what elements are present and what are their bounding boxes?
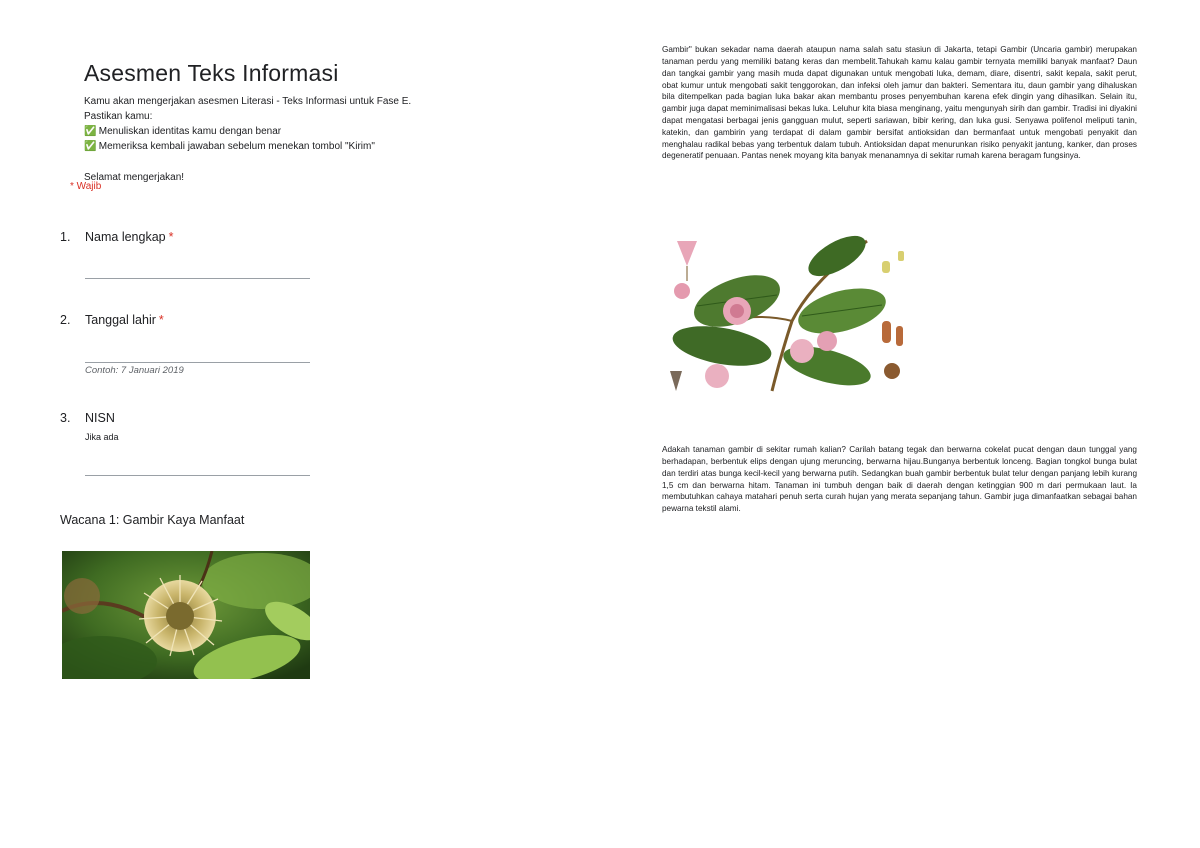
gambir-botanical-illustration (662, 231, 910, 398)
birthdate-input[interactable] (85, 362, 310, 363)
description-spacer (84, 154, 411, 170)
name-input[interactable] (85, 278, 310, 279)
check-icon: ✅ (84, 126, 97, 137)
section-title: Wacana 1: Gambir Kaya Manfaat (60, 513, 245, 527)
nisn-subtext: Jika ada (85, 432, 119, 442)
question-name (60, 230, 320, 282)
checklist-item-text: Memeriksa kembali jawaban sebelum menekan tombol "Kirim" (98, 141, 375, 152)
question-number: 3. (60, 411, 71, 425)
required-asterisk: * (158, 313, 164, 327)
question-label (85, 230, 173, 244)
description-line: Kamu akan mengerjakan asesmen Literasi - Teks Informasi untuk Fase E. (84, 96, 412, 107)
description-line: Pastikan kamu: (84, 111, 153, 122)
closing-line: Selamat mengerjakan! (84, 172, 185, 183)
required-asterisk: * (168, 230, 174, 244)
question-number: 1. (60, 230, 71, 244)
question-label: NISN (85, 411, 115, 425)
question-label-text: Tanggal lahir (85, 313, 156, 327)
nisn-input[interactable] (85, 475, 310, 476)
question-number: 2. (60, 313, 71, 327)
question-label (85, 313, 164, 327)
question-label-text: Nama lengkap (85, 230, 166, 244)
required-note: * Wajib (70, 181, 102, 192)
checklist-item-text: Menuliskan identitas kamu dengan benar (98, 126, 282, 137)
question-birthdate (60, 313, 320, 383)
article-page (600, 0, 1200, 848)
gambir-flower-photo (62, 551, 310, 679)
article-paragraph: Adakah tanaman gambir di sekitar rumah kalian? Carilah batang tegak dan berwarna cokelat pucat dengan daun tunggal yang berhadapan, berbentuk elips dengan ujung meruncing, berwarna hijau.Bunganya berbentuk lonceng. Bagian tongkol bunga bulat dan terdiri atas bunga kecil-kecil yang berwarna putih. Sedangkan buah gambir berbentuk bulat telur dengan panjang lebih kurang 1,5 cm dan berwarna hitam. Tanaman ini tumbuh dengan baik di daerah dengan ketinggian 900 m dari permukaan laut. Ia membutuhkan cahaya matahari penuh serta curah hujan yang merata sepanjang tahun. Gambir juga dimanfaatkan sebagai bahan pewarna tekstil alami. (662, 445, 1137, 514)
check-icon: ✅ (84, 141, 97, 152)
question-nisn (60, 411, 320, 481)
birthdate-hint: Contoh: 7 Januari 2019 (85, 365, 184, 376)
form-description (84, 94, 411, 185)
form-title: Asesmen Teks Informasi (84, 60, 339, 86)
article-paragraph: Gambir" bukan sekadar nama daerah ataupun nama salah satu stasiun di Jakarta, tetapi Gambir (Uncaria gambir) merupakan tanaman perdu yang memiliki batang keras dan membelit.Tahukah kamu kalau gambir ternyata memiliki banyak manfaat? Daun dan tangkai gambir yang masih muda dapat digunakan untuk mengobati luka, demam, diare, disentri, sakit kepala, sakit perut, obat kumur untuk mengobati sakit tenggorokan, dan infeksi oleh jamur dan bakteri. Sementara itu, daun gambir yang dihaluskan bila ditempelkan pada bagian luka bakar akan membantu proses penyembuhan karena efek dingin yang dihasilkan. Selain itu, gambir juga dapat meminimalisasi bekas luka. Leluhur kita biasa menginang, yaitu mengunyah sirih dan gambir. Tradisi ini diyakini dapat mengatasi berbagai jenis gangguan mulut, seperti sariawan, bibir kering, dan luka gusi. Senyawa polifenol meliputi tanin, katekin, dan gambirin yang terdapat di dalam gambir bersifat antioksidan dan bermanfaat untuk mengobati penyakit dan menghalau radikal bebas yang terbentuk dalam tubuh. Antioksidan dapat menurunkan risiko penyakit jantung, kanker, dan proses degeneratif penuaan. Pantas nenek moyang kita banyak menanamnya di sekitar rumah karena beragam fungsinya. (662, 45, 1137, 161)
checklist-item (84, 124, 411, 139)
checklist-item (84, 139, 411, 154)
